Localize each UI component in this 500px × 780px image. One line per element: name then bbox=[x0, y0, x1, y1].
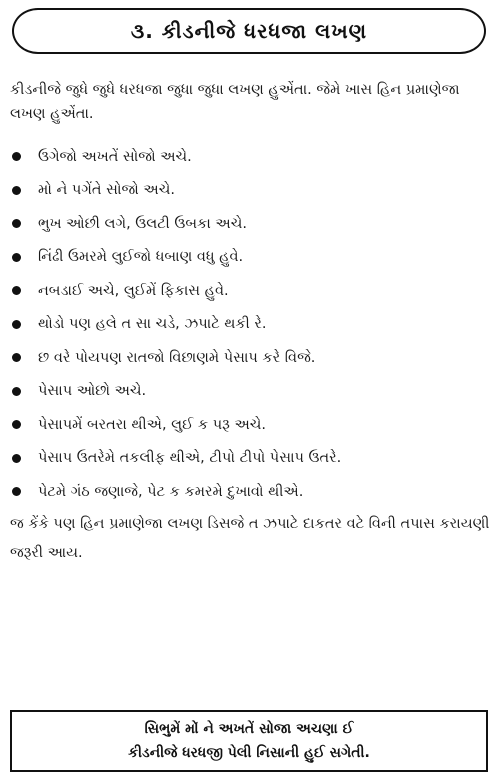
list-item bbox=[8, 475, 494, 509]
list-item bbox=[8, 408, 494, 442]
list-item-text: પેસાપ ઉતરેમે તકલીફ થીએ, ટીપો ટીપો પેસાપ ઉતરે. bbox=[38, 450, 342, 467]
title-box bbox=[12, 8, 486, 54]
list-item-text: ઉગેજો અખતેં સોજો અચે. bbox=[38, 148, 192, 165]
list-item-text: છ વરે પોયપણ રાતજો વિછાણમે પેસાપ કરે વિજે. bbox=[38, 349, 316, 366]
bullet-icon bbox=[12, 320, 21, 329]
bullet-icon bbox=[12, 420, 21, 429]
bullet-icon bbox=[12, 353, 21, 362]
page-title: ૩. કીડનીજે ધરધજા લખણ bbox=[130, 19, 368, 43]
list-item bbox=[8, 241, 494, 275]
list-item bbox=[8, 207, 494, 241]
list-item-text: ભુખ ઓછી લગે, ઉલટી ઉબકા અચે. bbox=[38, 215, 247, 232]
list-item bbox=[8, 375, 494, 409]
footer-note-box bbox=[10, 710, 488, 772]
bullet-icon bbox=[12, 487, 21, 496]
closing-paragraph: જ કેંકે પણ હિન પ્રમાણેજા લખણ ડિસજે ત ઝપાટે દાકતર વટે વિની તપાસ કરાયણી જરૂરી આય. bbox=[10, 516, 490, 561]
list-item-text: પેટમે ગંઠ જણાજે, પેટ ક કમરમે દુખાવો થીએ. bbox=[38, 483, 304, 500]
list-item-text: થોડો પણ હલે ત સા ચડે, ઝપાટે થકી રે. bbox=[38, 316, 267, 333]
list-item bbox=[8, 308, 494, 342]
list-item bbox=[8, 442, 494, 476]
bullet-icon bbox=[12, 186, 21, 195]
list-item bbox=[8, 140, 494, 174]
list-item-text: મો ને પગેંતે સોજો અચે. bbox=[38, 182, 175, 199]
list-item bbox=[8, 274, 494, 308]
bullet-icon bbox=[12, 286, 21, 295]
bullet-icon bbox=[12, 152, 21, 161]
bullet-icon bbox=[12, 253, 21, 262]
list-item-text: પેસાપ ઓછો અચે. bbox=[38, 383, 147, 400]
list-item bbox=[8, 174, 494, 208]
list-item-text: નિંઢી ઉમરમે લુઈજો ધબાણ વધુ હુવે. bbox=[38, 249, 244, 266]
list-item-text: પેસાપમેં બરતરા થીએ, લુઈ ક પરૂ અચે. bbox=[38, 416, 267, 433]
symptom-list bbox=[8, 140, 494, 509]
intro-paragraph: કીડનીજે જુધે જુધે ધરધજા જુધા જુધા લખણ હુએંતા. જેમે ખાસ હિન પ્રમાણેજા લખણ હુએંતા. bbox=[10, 82, 460, 122]
footer-line-1: સિભુમેં મોં ને અખતેં સોજા અચણા ઈ bbox=[144, 721, 354, 737]
bullet-icon bbox=[12, 387, 21, 396]
bullet-icon bbox=[12, 219, 21, 228]
bullet-icon bbox=[12, 454, 21, 463]
list-item bbox=[8, 341, 494, 375]
footer-line-2: કીડનીજે ધરધજી પેલી નિસાની હુઈ સગેતી. bbox=[128, 745, 370, 761]
list-item-text: નબડાઈ અચે, લુઈમેં ફિકાસ હુવે. bbox=[38, 282, 229, 299]
